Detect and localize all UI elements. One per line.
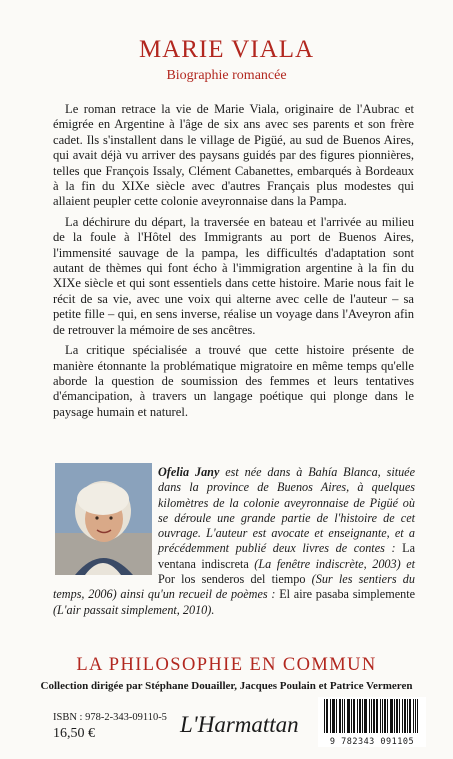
book-subtitle: Biographie romancée: [166, 68, 287, 83]
bio-book-3: El aire pasaba simplemente: [279, 587, 415, 602]
barcode: [318, 697, 426, 747]
bio-text-3: (Sur les sentiers du temps, 2006) ainsi qu'un recueil de poèmes :: [53, 572, 415, 602]
blurb-paragraph-3: La critique spécialisée a trouvé que cette histoire présente de manière étonnante la problématique migratoire en même temps qu'elle aborde la question de soumission des femmes et leurs tentatives d'émancipation, à travers un langage poétique qui plonge dans le paysage humain et naturel.: [53, 343, 414, 419]
collection-name: LA PHILOSOPHIE EN COMMUN: [76, 655, 377, 675]
blurb-paragraph-2: La déchirure du départ, la traversée en bateau et l'arrivée au milieu de la foule à l'Hôtel des Immigrants au port de Buenos Aires, l'immensité sauvage de la pampa, les difficultés d'adaptation sont autant de thèmes qui font écho à l'immigration argentine à la fin du XIXe siècle et qui sont essentiels dans cette histoire. Marie nous fait le récit de sa vie, avec une voix qui alterne avec celle de l'auteur – sa petite fille – qui, en sens inverse, réalise un voyage dans l'Aveyron afin de retrouver la mémoire de ses ancêtres.: [53, 214, 414, 337]
barcode-bars: [324, 699, 420, 735]
blurb-paragraph-1: Le roman retrace la vie de Marie Viala, originaire de l'Aubrac et émigrée en Argentine à l'âge de six ans avec ses parents et son frère cadet. Ils s'installent dans le village de Pigüé, au sud de Buenos Aires, qui avait déjà vu arriver des paysans guidés par des figures pionnières, telles que François Issaly, Clément Cabanettes, embarqués à Bordeaux à la fin du XIXe siècle avec d'autres Français plus modestes qui allaient peupler cette colonie aveyronnaise dans la Pampa.: [53, 102, 414, 209]
book-title: MARIE VIALA: [138, 36, 315, 63]
blurb: [53, 102, 414, 425]
author-biography: [53, 465, 415, 618]
price: 16,50 €: [53, 726, 95, 741]
author-name: Ofelia Jany: [158, 465, 220, 479]
bio-book-1: La ventana indiscreta: [158, 541, 415, 571]
isbn: ISBN : 978-2-343-09110-5: [53, 712, 167, 723]
bio-text-4: (L'air passait simplement, 2010).: [53, 602, 215, 617]
collection-directors: Collection dirigée par Stéphane Douailler, Jacques Poulain et Patrice Vermeren: [40, 680, 413, 692]
bio-book-2: Por los senderos del tiempo: [158, 572, 306, 587]
barcode-digits: 9 782343 091105: [329, 737, 415, 747]
bio-text-2: (La fenêtre indiscrète, 2003) et: [248, 556, 415, 571]
publisher-logo: L'Harmattan: [180, 712, 299, 737]
bio-text-1: est née dans à Bahía Blanca, située dans la province de Buenos Aires, à quelques kilomètres de la colonie aveyronnaise de Pigüé où se déroule une grande partie de l'histoire de cet ouvrage. L'auteur est avocate et enseignante, et a précédemment publié deux livres de contes :: [158, 465, 415, 556]
